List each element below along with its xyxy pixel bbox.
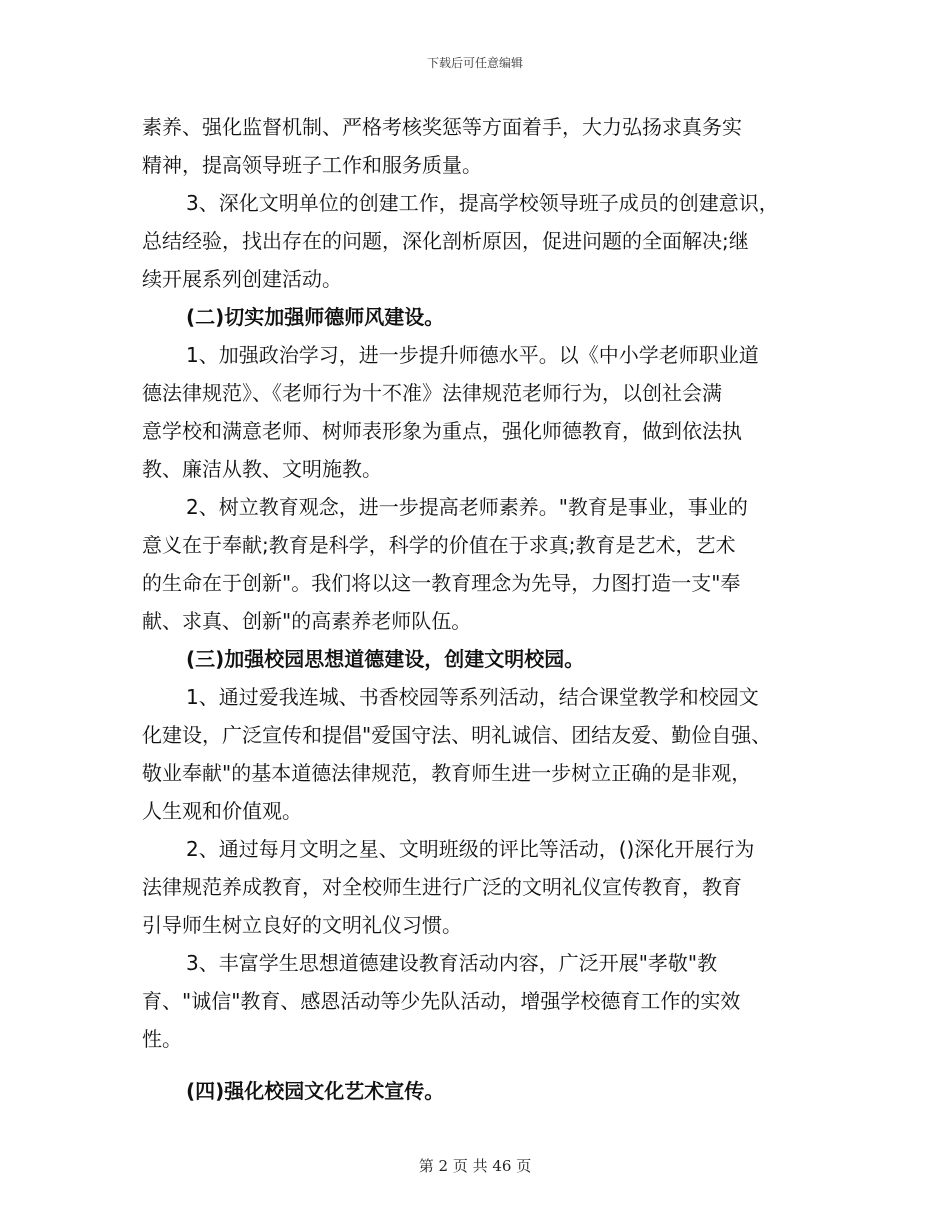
paragraph-line: 性。 [142,1027,182,1051]
paragraph-line: 1、加强政治学习，进一步提升师德水平。以《中小学老师职业道 [186,343,759,367]
paragraph-line: 育、"诚信"教育、感恩活动等少先队活动，增强学校德育工作的实效 [142,989,741,1013]
paragraph-line: 人生观和价值观。 [142,799,302,823]
section-heading: (二)切实加强师德师风建设。 [186,305,445,329]
paragraph-line: 的生命在于创新"。我们将以这一教育理念为先导，力图打造一支"奉 [142,571,741,595]
paragraph-line: 2、树立教育观念，进一步提高老师素养。"教育是事业，事业的 [186,495,748,519]
paragraph-line: 法律规范养成教育，对全校师生进行广泛的文明礼仪宣传教育，教育 [142,875,742,899]
paragraph-line: 总结经验，找出存在的问题，深化剖析原因，促进问题的全面解决;继 [142,229,749,253]
paragraph-line: 3、丰富学生思想道德建设教育活动内容，广泛开展"孝敬"教 [186,951,718,975]
paragraph-line: 1、通过爱我连城、书香校园等系列活动，结合课堂教学和校园文 [186,685,759,709]
paragraph-line: 素养、强化监督机制、严格考核奖惩等方面着手，大力弘扬求真务实 [142,115,742,139]
paragraph-line: 意义在于奉献;教育是科学，科学的价值在于求真;教育是艺术，艺术 [142,533,736,557]
document-body [142,108,822,1110]
page-footer: 第 2 页 共 46 页 [418,1157,532,1175]
paragraph-line: 精神，提高领导班子工作和服务质量。 [142,153,482,177]
paragraph-line: 教、廉洁从教、文明施教。 [142,457,382,481]
section-heading: (四)强化校园文化艺术宣传。 [186,1079,445,1103]
paragraph-line: 2、通过每月文明之星、文明班级的评比等活动，()深化开展行为 [186,837,755,861]
paragraph-line: 化建设，广泛宣传和提倡"爱国守法、明礼诚信、团结友爱、勤俭自强、 [142,723,772,747]
page-header: 下载后可任意编辑 [426,56,523,70]
paragraph-line: 引导师生树立良好的文明礼仪习惯。 [142,913,462,937]
paragraph-line: 意学校和满意老师、树师表形象为重点，强化师德教育，做到依法执 [142,419,742,443]
paragraph-line: 德法律规范》、《老师行为十不准》法律规范老师行为，以创社会满 [142,381,722,405]
paragraph-line: 献、求真、创新"的高素养老师队伍。 [142,609,472,633]
section-heading: (三)加强校园思想道德建设，创建文明校园。 [186,647,585,671]
paragraph-line: 续开展系列创建活动。 [142,267,342,291]
paragraph-line: 敬业奉献"的基本道德法律规范，教育师生进一步树立正确的是非观， [142,761,752,785]
paragraph-line: 3、深化文明单位的创建工作，提高学校领导班子成员的创建意识， [186,191,779,215]
